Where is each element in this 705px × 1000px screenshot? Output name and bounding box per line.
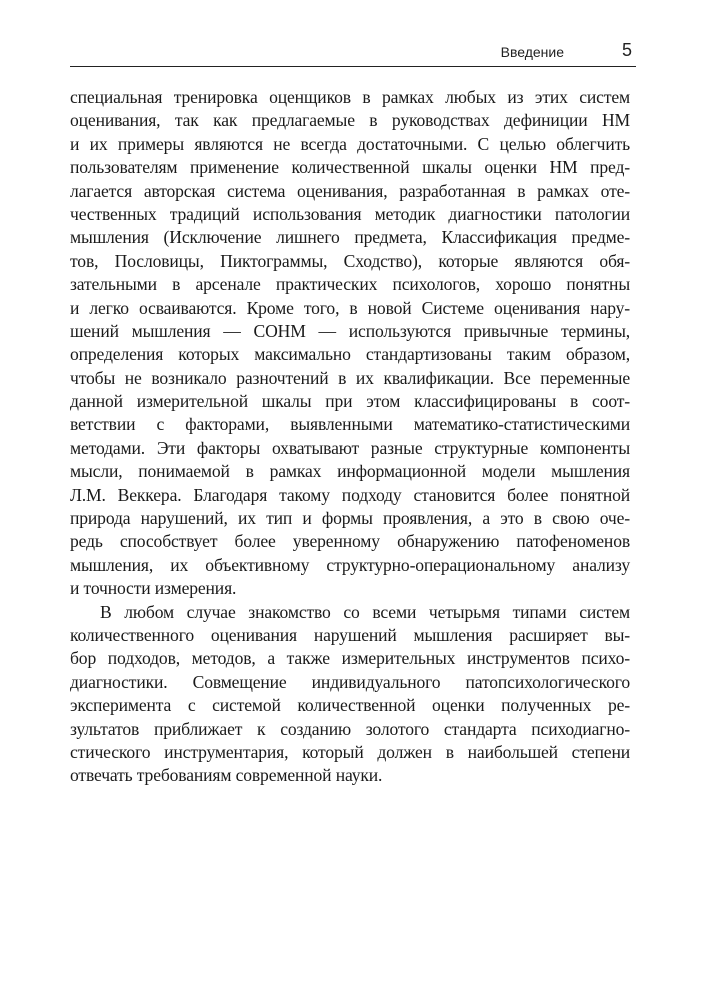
- text-line: и точности измерения.: [70, 578, 237, 599]
- text-line: зультатов приближает к созданию золотого стандарта психодиагно-: [70, 718, 630, 739]
- paragraph-1: [70, 86, 630, 601]
- text-line: лагается авторская система оценивания, разработанная в рамках оте-: [70, 180, 630, 201]
- text-line: диагностики. Совмещение индивидуального патопсихологического: [70, 671, 630, 692]
- text-line: мышления (Исключение лишнего предмета, Классификация предме-: [70, 227, 630, 248]
- text-line: количественного оценивания нарушений мышления расширяет вы-: [70, 624, 630, 645]
- section-title: Введение: [500, 44, 564, 60]
- text-line: шений мышления — СОНМ — используются привычные термины,: [70, 320, 630, 341]
- text-line: В любом случае знакомство со всеми четырьмя типами систем: [100, 601, 630, 622]
- text-line: природа нарушений, их тип и формы проявления, а это в свою оче-: [70, 508, 630, 529]
- text-line: стического инструментария, который должен в наибольшей степени: [70, 741, 630, 762]
- paragraph-2: [70, 601, 630, 788]
- text-line: данной измерительной шкалы при этом классифицированы в соот-: [70, 391, 630, 412]
- text-line: эксперимента с системой количественной оценки полученных ре-: [70, 695, 630, 716]
- text-line: чтобы не возникало разночтений в их квалификации. Все переменные: [70, 367, 630, 388]
- text-line: пользователям применение количественной шкалы оценки НМ пред-: [70, 157, 630, 178]
- text-line: чественных традиций использования методик диагностики патологии: [70, 203, 630, 224]
- page-number: 5: [621, 40, 632, 60]
- text-line: и их примеры являются не всегда достаточными. С целью облегчить: [70, 133, 630, 154]
- text-line: бор подходов, методов, а также измерительных инструментов психо-: [70, 648, 630, 669]
- text-line: ветствии с факторами, выявленными математико-статистическими: [70, 414, 630, 435]
- text-line: специальная тренировка оценщиков в рамках любых из этих систем: [70, 87, 630, 107]
- body-text: [70, 86, 630, 788]
- text-line: определения которых максимально стандартизованы таким образом,: [70, 344, 630, 365]
- text-line: и легко осваиваются. Кроме того, в новой Системе оценивания нару-: [70, 297, 630, 318]
- text-line: мышления, их объективному структурно-операциональному анализу: [70, 554, 630, 575]
- running-header: [70, 42, 636, 67]
- text-line: Л.М. Веккера. Благодаря такому подходу становится более понятной: [70, 484, 630, 505]
- text-line: методами. Эти факторы охватывают разные структурные компоненты: [70, 437, 630, 458]
- text-line: оценивания, так как предлагаемые в руководствах дефиниции НМ: [70, 110, 630, 131]
- text-line: мысли, понимаемой в рамках информационной модели мышления: [70, 461, 630, 482]
- text-line: зательными в арсенале практических психологов, хорошо понятны: [70, 274, 630, 295]
- text-line: редь способствует более уверенному обнаружению патофеноменов: [70, 531, 630, 552]
- text-line: отвечать требованиям современной науки.: [70, 765, 383, 786]
- text-line: тов, Пословицы, Пиктограммы, Сходство), которые являются обя-: [70, 250, 630, 271]
